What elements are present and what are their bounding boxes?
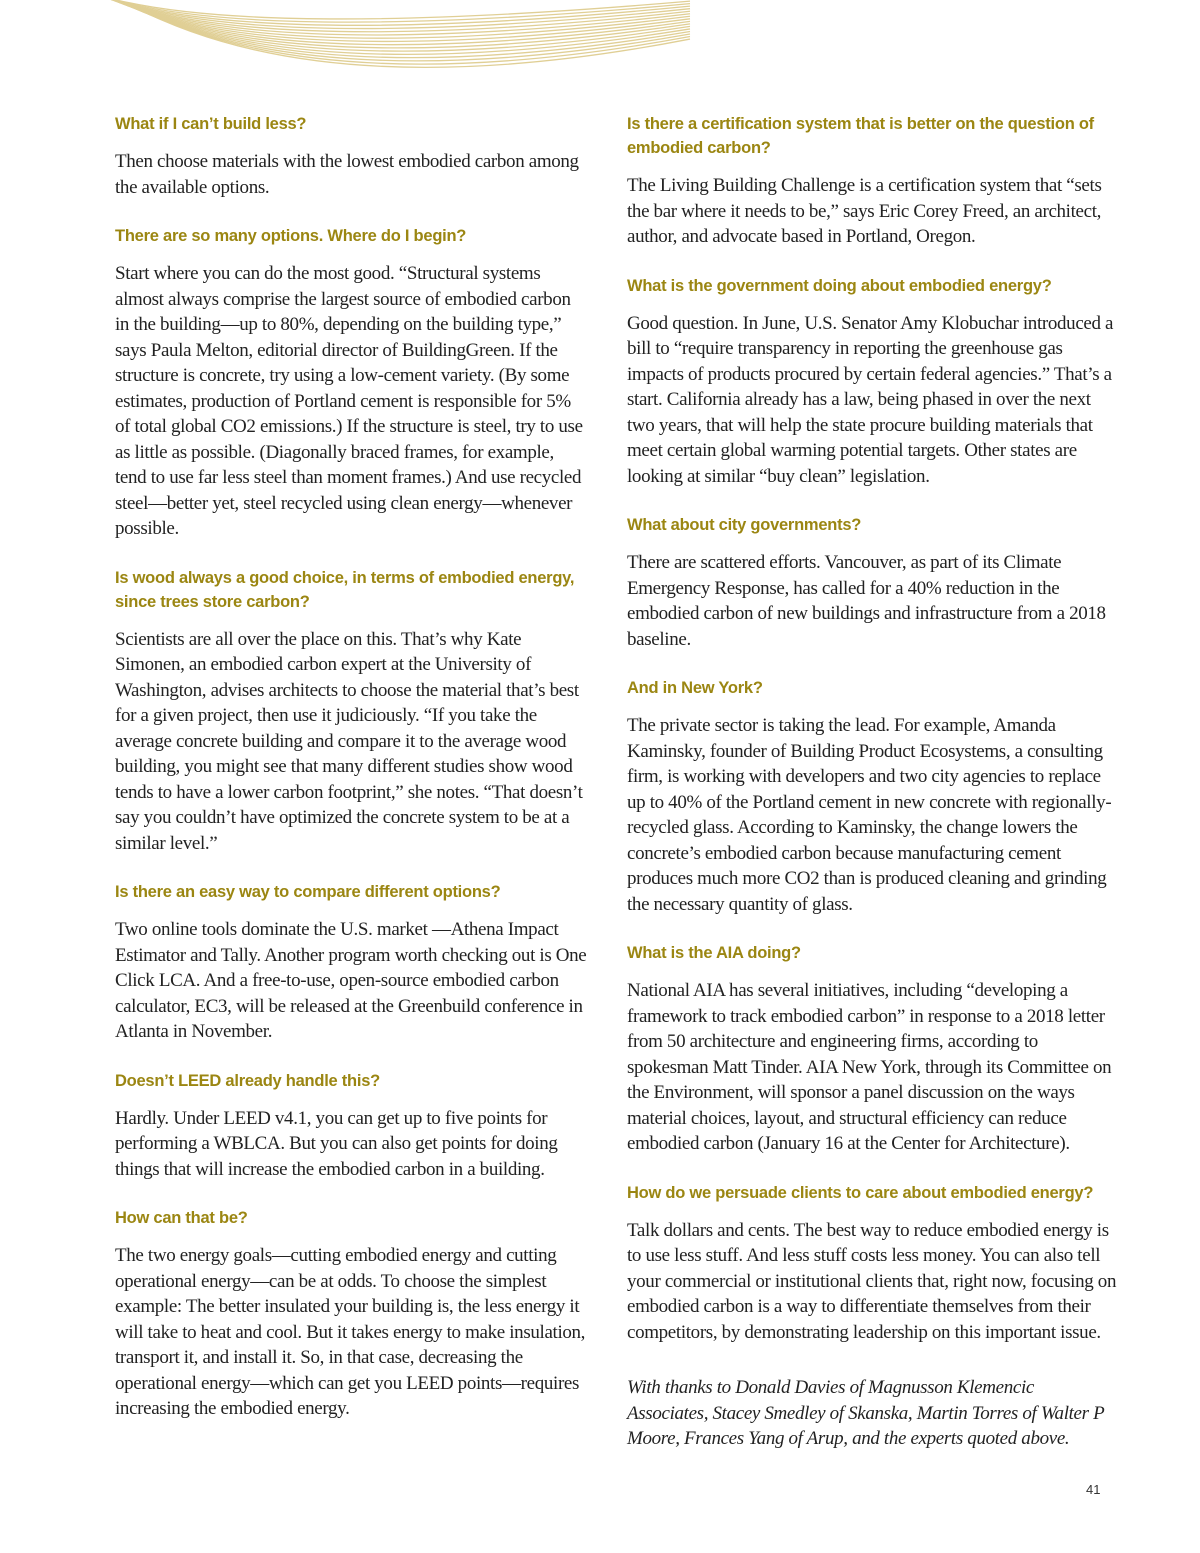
- right-column: [627, 112, 1117, 1476]
- acknowledgements: With thanks to Donald Davies of Magnusson Klemencic Associates, Stacey Smedley of Skanska, Martin Torres of Walter P Moore, Frances Yang of Arup, and the experts quoted above.: [627, 1377, 1104, 1449]
- answer-paragraph: Hardly. Under LEED v4.1, you can get up to five points for performing a WBLCA. But you can also get points for doing things that will increase the embodied carbon in a building.: [115, 1107, 558, 1180]
- question-heading: Is wood always a good choice, in terms of embodied energy, since trees store carbon?: [115, 568, 575, 611]
- question-heading: Is there a certification system that is better on the question of embodied carbon?: [627, 115, 1094, 157]
- answer-paragraph: National AIA has several initiatives, including “developing a framework to track embodied carbon” in response to a 2018 letter from 50 architecture and engineering firms, according to spokesman Matt Tinder. AIA New York, through its Committee on the Environment, will sponsor a panel discussion on the ways material choices, layout, and structural efficiency can reduce embodied carbon (January 16 at the Center for Architecture).: [627, 980, 1112, 1154]
- answer-paragraph: Then choose materials with the lowest embodied carbon among the available options.: [115, 151, 579, 198]
- question-heading: Is there an easy way to compare different options?: [115, 883, 501, 901]
- answer-paragraph: Good question. In June, U.S. Senator Amy Klobuchar introduced a bill to “require transparency in reporting the greenhouse gas impacts of products procured by certain federal agencies.” That’s a start. California already has a law, being phased in over the next two years, that will help the state procure building materials that meet certain global warming potential targets. Other states are looking at similar “buy clean” legislation.: [627, 312, 1114, 487]
- question-heading: What is the AIA doing?: [627, 944, 801, 962]
- answer-paragraph: Two online tools dominate the U.S. market —Athena Impact Estimator and Tally. Another program worth checking out is One Click LCA. And a free-to-use, open-source embodied carbon calculator, EC3, will be released at the Greenbuild conference in Atlanta in November.: [115, 919, 587, 1042]
- decorative-arc-lines: [0, 0, 700, 90]
- answer-paragraph: Scientists are all over the place on this. That’s why Kate Simonen, an embodied carbon expert at the University of Washington, advises architects to choose the material that’s best for a given project, then use it judiciously. “If you take the average concrete building and compare it to the average wood building, you might see that many different studies show wood tends to have a lower carbon footprint,” she notes. “That doesn’t say you couldn’t have optimized the concrete system to be at a similar level.”: [115, 628, 583, 854]
- question-heading: How can that be?: [115, 1209, 248, 1227]
- answer-paragraph: The private sector is taking the lead. For example, Amanda Kaminsky, founder of Building Product Ecosystems, a consulting firm, is working with developers and two city agencies to replace up to 40% of the Portland cement in new concrete with regionally-recycled glass. According to Kaminsky, the change lowers the concrete’s embodied carbon because manufacturing cement produces much more CO2 than is produced cleaning and grinding the necessary quantity of glass.: [627, 715, 1112, 915]
- answer-paragraph: The Living Building Challenge is a certification system that “sets the bar where it needs to be,” says Eric Corey Freed, an architect, author, and advocate based in Portland, Oregon.: [627, 175, 1102, 247]
- left-column: [115, 112, 587, 1446]
- question-heading: What about city governments?: [627, 516, 862, 534]
- question-heading: How do we persuade clients to care about embodied energy?: [627, 1183, 1094, 1202]
- answer-paragraph: The two energy goals—cutting embodied energy and cutting operational energy—can be at odds. To choose the simplest example: The better insulated your building is, the less energy it will take to heat and cool. But it takes energy to make insulation, transport it, and install it. So, in that case, decreasing the operational energy—which can get you LEED points—requires increasing the embodied energy.: [115, 1245, 586, 1419]
- question-heading: What is the government doing about embodied energy?: [627, 276, 1052, 295]
- question-heading: Doesn’t LEED already handle this?: [115, 1071, 380, 1090]
- answer-paragraph: Start where you can do the most good. “Structural systems almost always comprise the largest source of embodied carbon in the building—up to 80%, depending on the building type,” says Paula Melton, editorial director of BuildingGreen. If the structure is concrete, try using a low-cement variety. (By some estimates, production of Portland cement is responsible for 5% of total global CO2 emissions.) If the structure is steel, try to use as little as possible. (Diagonally braced frames, for example, tend to use far less steel than moment frames.) And use recycled steel—better yet, steel recycled using clean energy—whenever possible.: [115, 263, 583, 539]
- answer-paragraph: Talk dollars and cents. The best way to reduce embodied energy is to use less stuff. And less stuff costs less money. You can also tell your commercial or institutional clients that, right now, focusing on embodied carbon is a way to differentiate themselves from their competitors, by demonstrating leadership on this important issue.: [627, 1219, 1117, 1343]
- question-heading: What if I can’t build less?: [115, 115, 307, 133]
- answer-paragraph: There are scattered efforts. Vancouver, as part of its Climate Emergency Response, has called for a 40% reduction in the embodied carbon of new buildings and infrastructure from a 2018 baseline.: [627, 552, 1106, 650]
- question-heading: And in New York?: [627, 679, 763, 697]
- question-heading: There are so many options. Where do I begin?: [115, 227, 467, 245]
- page-number: 41: [1086, 1482, 1101, 1497]
